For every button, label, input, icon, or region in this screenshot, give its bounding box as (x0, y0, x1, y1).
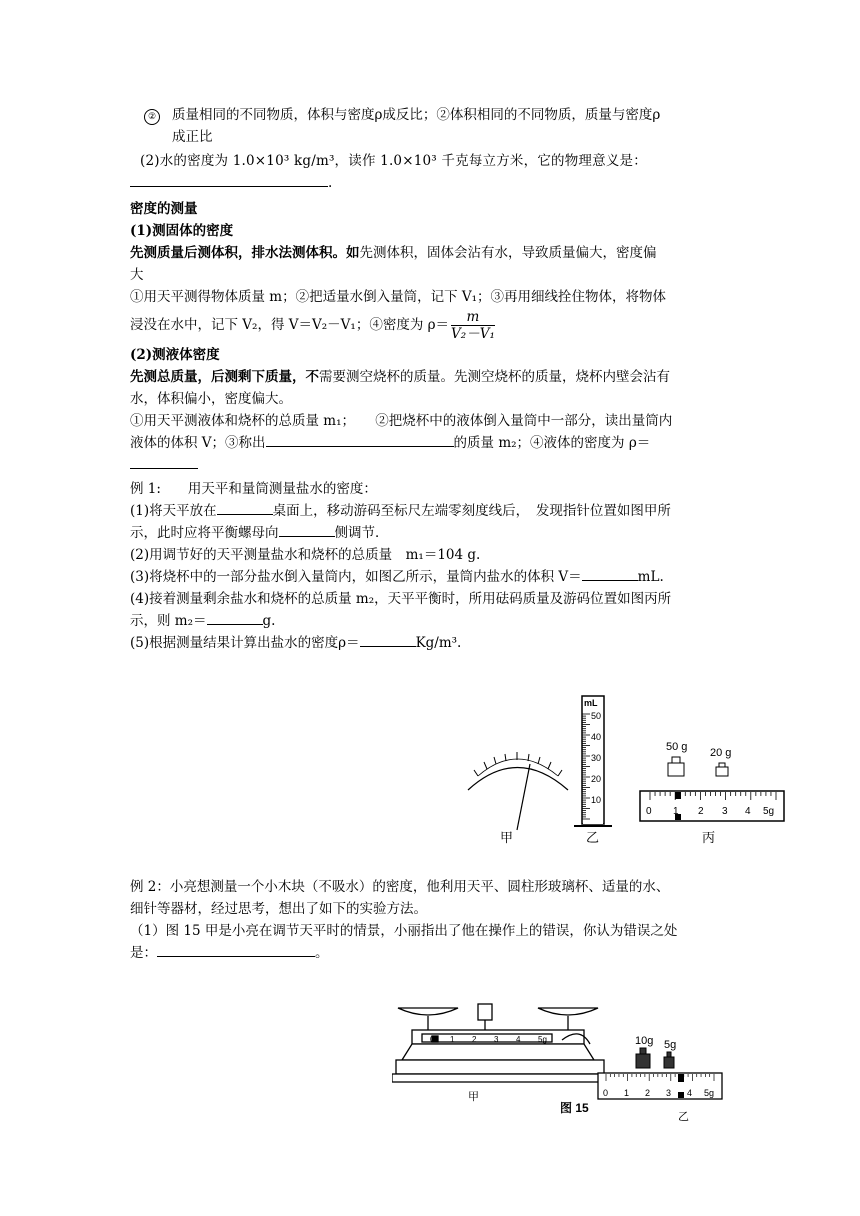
cyl-tick-label: 10 (591, 795, 602, 805)
ruler-tick-label: 2 (698, 806, 704, 817)
density-fraction (451, 309, 495, 342)
answer-blank[interactable] (217, 514, 273, 515)
scale-tick-label: 3 (666, 1088, 672, 1098)
solid-rule-line2: 大 (130, 267, 144, 283)
water-blank-line (130, 172, 732, 194)
q1-text: (1)将天平放在 (130, 503, 217, 519)
q5-text2: Kg/m³. (415, 635, 462, 651)
example2-line2: 细针等器材，经过思考，想出了如下的实验方法。 (130, 901, 427, 917)
ex2-text2: 。 (315, 945, 329, 961)
beam-tick-label: 0 (430, 1035, 435, 1044)
period: . (328, 175, 333, 191)
weight-10g-label: 10g (635, 1035, 654, 1047)
q3-text2: mL. (637, 569, 664, 585)
cyl-tick-label: 30 (591, 753, 602, 763)
solid-steps-text: 浸没在水中，记下 V₂，得 V＝V₂－V₁；④密度为 ρ＝ (130, 317, 450, 333)
ruler-tick-label: 1 (673, 806, 679, 817)
liquid-steps-line1: ①用天平测液体和烧杯的总质量 m₁； ②把烧杯中的液体倒入量筒中一部分，读出量筒内 (130, 413, 673, 429)
weight-20g-label: 20 g (710, 747, 732, 759)
ruler-tick-label: 5g (763, 806, 775, 817)
fig1-label-bing: 丙 (702, 830, 716, 845)
liquid-rule-bold: 先测总质量，后测剩下质量，不 (130, 369, 319, 385)
example1-q2: (2)用调节好的天平测量盐水和烧杯的总质量 m₁＝104 g. (130, 547, 481, 563)
example2-line3: （1）图 15 甲是小亮在调节天平时的情景，小丽指出了他在操作上的错误，你认为错误之处 (130, 923, 678, 939)
q3-text: (3)将烧杯中的一部分盐水倒入量筒内，如图乙所示，量筒内盐水的体积 V＝ (130, 569, 582, 585)
ruler-tick-label: 0 (646, 806, 652, 817)
q5-text: (5)根据测量结果计算出盐水的密度ρ＝ (130, 635, 360, 651)
example2-line4 (130, 942, 732, 964)
fig1-label-jia: 甲 (500, 830, 514, 845)
cyl-tick-label: 40 (591, 732, 602, 742)
solid-rule-text: 先测体积，固体会沾有水，导致质量偏大，密度偏 (359, 245, 657, 261)
scale-tick-label: 5g (704, 1088, 715, 1098)
weight-50g-label: 50 g (666, 741, 688, 753)
example1-q1-cont (130, 522, 732, 544)
cyl-tick-label: 20 (591, 774, 602, 784)
answer-blank[interactable] (279, 536, 335, 537)
small-weights (636, 1048, 674, 1068)
solid-rule-line (130, 242, 732, 264)
balance-scale (392, 1004, 608, 1082)
q1-text2: 桌面上，移动游码至标尺左端零刻度线后， 发现指针位置如图甲所 (272, 503, 671, 519)
fig2-label-yi: 乙 (678, 1111, 689, 1123)
example2-block (130, 876, 732, 964)
solid-rule-bold2: 如 (346, 245, 360, 261)
example1-q4-cont (130, 610, 732, 632)
example1-q3 (130, 566, 732, 588)
weights (668, 757, 728, 776)
cylinder-unit: mL (584, 698, 598, 708)
pointer-dial (468, 752, 568, 830)
solid-steps-line2 (130, 308, 732, 342)
q1-text4: 侧调节． (334, 525, 389, 541)
section-heading: 密度的测量 (130, 201, 198, 217)
example1-q5 (130, 632, 732, 654)
q4-text: 示，则 m₂＝ (130, 613, 207, 629)
beam-ruler (640, 791, 784, 821)
example2-line1: 例 2：小亮想测量一个小木块（不吸水）的密度，他利用天平、圆柱形玻璃杯、适量的水、 (130, 879, 670, 895)
answer-blank[interactable] (130, 186, 328, 187)
answer-blank[interactable] (266, 446, 454, 447)
liquid-steps-text2: 的质量 m₂；④液体的密度为 ρ＝ (453, 435, 651, 451)
graduated-cylinder (574, 696, 612, 826)
answer-blank[interactable] (360, 646, 416, 647)
fig1-label-yi: 乙 (586, 830, 600, 845)
liquid-rule-text: 需要测空烧杯的质量。先测空烧杯的质量，烧杯内壁会沾有 (319, 369, 670, 385)
dial-pointer (517, 764, 530, 830)
q4-text2: g. (262, 613, 276, 629)
solid-heading: (1)测固体的密度 (130, 223, 234, 239)
solid-rule-bold: 先测质量后测体积，排水法测体积。 (130, 245, 346, 261)
solid-steps-line1: ①用天平测得物体质量 m；②把适量水倒入量筒，记下 V₁；③再用细线拴住物体，将物体 (130, 289, 667, 305)
example1-title: 例 1: 用天平和量筒测量盐水的密度： (130, 481, 377, 497)
liquid-steps-text: 液体的体积 V；③称出 (130, 435, 266, 451)
answer-blank[interactable] (130, 468, 198, 469)
document-body (130, 100, 732, 654)
beam-tick-label: 1 (450, 1035, 455, 1044)
item-2-text: 质量相同的不同物质，体积与密度ρ成反比；②体积相同的不同物质，质量与密度ρ (172, 107, 661, 123)
water-density-line: (2)水的密度为 1.0×10³ kg/m³，读作 1.0×10³ 千克每立方米，它的物理意义是： (140, 153, 647, 169)
fraction-numerator: m (451, 309, 495, 326)
example1-q4: (4)接着测量剩余盐水和烧杯的总质量 m₂，天平平衡时，所用砝码质量及游码位置如图丙所 (130, 591, 672, 607)
q1-text3: 示，此时应将平衡螺母向 (130, 525, 279, 541)
figure-example1 (460, 690, 790, 850)
figure-caption: 图 15 (560, 1101, 589, 1115)
beam-tick-label: 2 (472, 1035, 477, 1044)
ex2-text: 是： (130, 945, 157, 961)
liquid-rule-line2: 水，体积偏小，密度偏大。 (130, 391, 292, 407)
fraction-denominator: V₂－V₁ (451, 326, 495, 342)
item-2-line1 (130, 104, 732, 126)
liquid-heading: (2)测液体密度 (130, 347, 220, 363)
liquid-steps-line2 (130, 432, 732, 454)
figure-15 (392, 1000, 732, 1130)
beam-tick-label: 3 (494, 1035, 499, 1044)
liquid-rule-line (130, 366, 732, 388)
beam-tick-label: 5g (538, 1035, 547, 1044)
answer-blank[interactable] (582, 580, 638, 581)
answer-blank[interactable] (157, 956, 315, 957)
ruler-tick-label: 4 (745, 806, 751, 817)
liquid-blank-line (130, 454, 732, 476)
weight-5g-label: 5g (664, 1039, 677, 1051)
fig2-label-jia: 甲 (468, 1091, 479, 1103)
scale-tick-label: 0 (603, 1088, 609, 1098)
scale-tick-label: 1 (624, 1088, 630, 1098)
example1-q1 (130, 500, 732, 522)
scale-tick-label: 4 (687, 1088, 693, 1098)
ruler-tick-label: 3 (722, 806, 728, 817)
cyl-tick-label: 50 (591, 711, 602, 721)
item-marker: ② (144, 109, 160, 125)
item-2-line2: 成正比 (172, 129, 213, 145)
scale-tick-label: 2 (645, 1088, 651, 1098)
rider-scale (598, 1073, 722, 1099)
answer-blank[interactable] (207, 624, 263, 625)
beam-tick-label: 4 (516, 1035, 521, 1044)
